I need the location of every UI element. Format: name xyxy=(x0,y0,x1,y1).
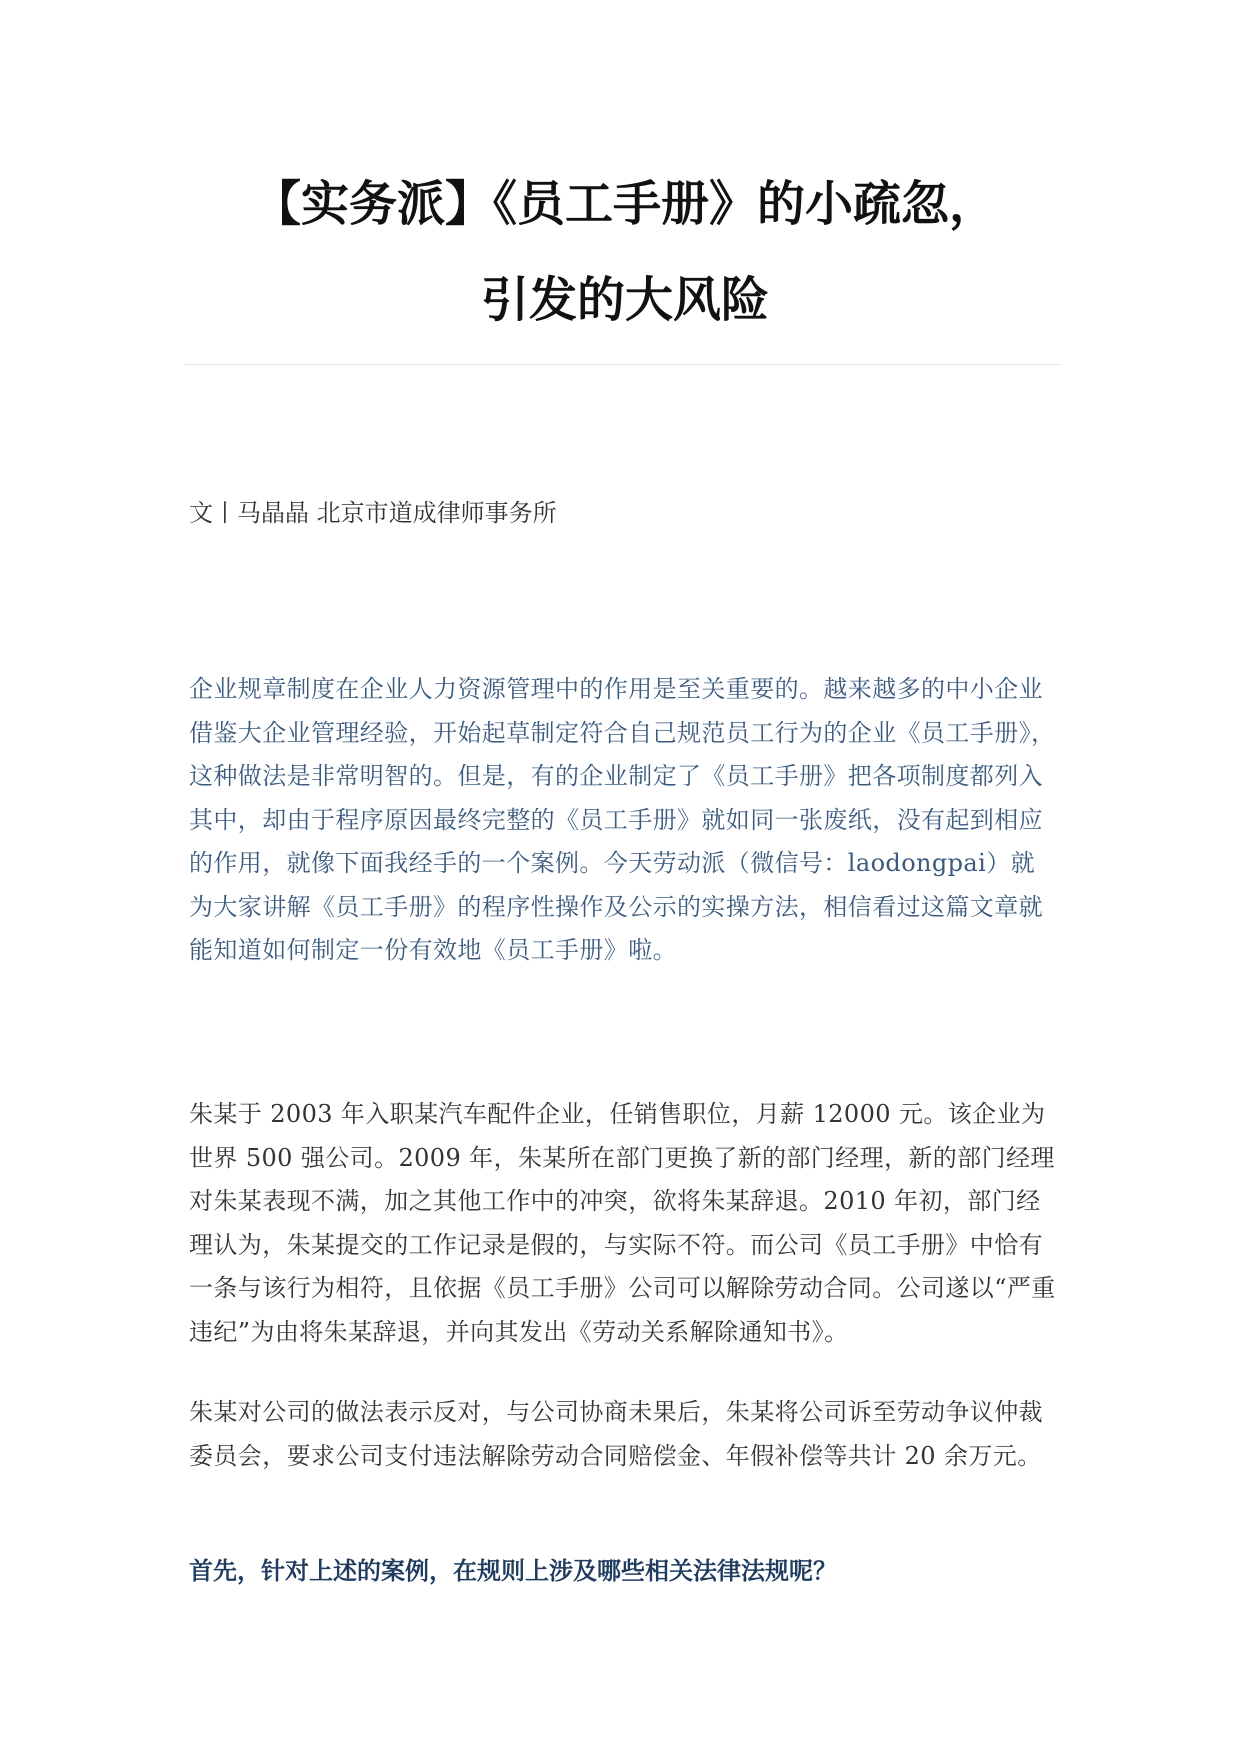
title-divider xyxy=(185,364,1061,365)
author-byline: 文丨马晶晶 北京市道成律师事务所 xyxy=(189,499,557,527)
intro-paragraph: 企业规章制度在企业人力资源管理中的作用是至关重要的。越来越多的中小企业借鉴大企业管理经验，开始起草制定符合自己规范员工行为的企业《员工手册》，这种做法是非常明智的。但是，有的企业制定了《员工手册》把各项制度都列入其中，却由于程序原因最终完整的《员工手册》就如同一张废纸，没有起到相应的作用，就像下面我经手的一个案例。今天劳动派（微信号：laodongpai）就为大家讲解《员工手册》的程序性操作及公示的实操方法，相信看过这篇文章就能知道如何制定一份有效地《员工手册》啦。 xyxy=(189,675,1056,964)
section-heading: 首先，针对上述的案例，在规则上涉及哪些相关法律法规呢？ xyxy=(189,1556,837,1585)
article-title xyxy=(185,156,1065,348)
case-paragraph-2: 朱某对公司的做法表示反对，与公司协商未果后，朱某将公司诉至劳动争议仲裁委员会，要求公司支付违法解除劳动合同赔偿金、年假补偿等共计 20 余万元。 xyxy=(189,1398,1043,1470)
article-title-line-1: 【实务派】《员工手册》的小疏忽， xyxy=(252,176,997,232)
article-title-line-2: 引发的大风险 xyxy=(480,272,769,328)
case-paragraph-1: 朱某于 2003 年入职某汽车配件企业，任销售职位，月薪 12000 元。该企业为世界 500 强公司。2009 年，朱某所在部门更换了新的部门经理，新的部门经理对朱某表现不满，加之其他工作中的冲突，欲将朱某辞退。2010 年初，部门经理认为，朱某提交的工作记录是假的，与实际不符。而公司《员工手册》中恰有一条与该行为相符，且依据《员工手册》公司可以解除劳动合同。公司遂以“严重违纪”为由将朱某辞退，并向其发出《劳动关系解除通知书》。 xyxy=(189,1100,1056,1346)
